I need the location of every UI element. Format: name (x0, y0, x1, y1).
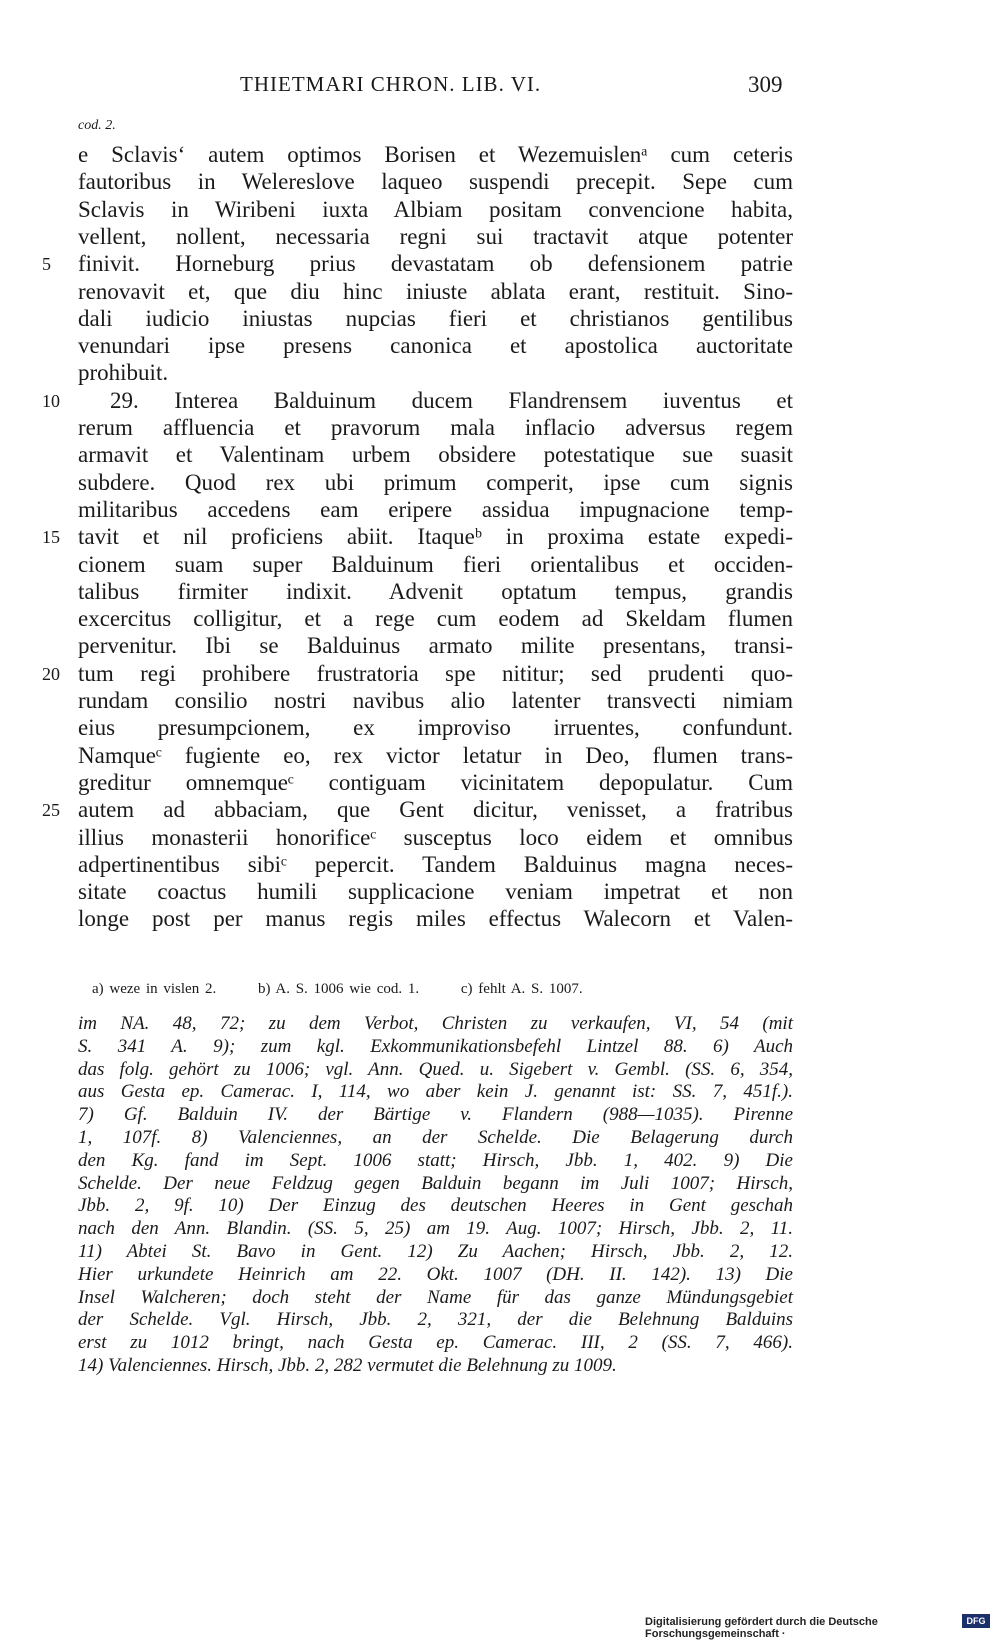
text-line (78, 332, 793, 360)
text-line (78, 305, 793, 333)
line-number: 5 (42, 254, 51, 275)
line-text: armavit et Valentinam urbem obsidere potestatique sue suasit (78, 442, 793, 468)
text-line (42, 250, 793, 278)
critical-apparatus (92, 981, 792, 998)
line-number: 25 (42, 800, 60, 821)
footnote-line: den Kg. fand im Sept. 1006 statt; Hirsch, Jbb. 1, 402. 9) Die (78, 1149, 793, 1171)
text-line (78, 469, 793, 497)
line-text: prohibuit. (78, 360, 169, 386)
line-number: 15 (42, 527, 60, 548)
line-text: pervenitur. Ibi se Balduinus armato milite presentans, transi- (78, 633, 793, 659)
page-number: 309 (748, 72, 783, 97)
line-text: Namqueᶜ fugiente eo, rex victor letatur in Deo, flumen trans- (78, 742, 793, 768)
line-text: tum regi prohibere frustratoria spe nititur; sed prudenti quo- (78, 660, 793, 686)
line-text: venundari ipse presens canonica et apostolica auctoritate (78, 333, 793, 359)
line-text: illius monasterii honorificeᶜ susceptus loco eidem et omnibus (78, 824, 793, 850)
footnote-line: 11) Abtei St. Bavo in Gent. 12) Zu Aachen; Hirsch, Jbb. 2, 12. (78, 1241, 793, 1262)
text-line (78, 168, 793, 196)
text-line (42, 523, 793, 551)
text-line (78, 359, 793, 387)
line-text: rundam consilio nostri navibus alio latenter transvecti nimiam (78, 688, 793, 713)
text-line (78, 578, 793, 606)
text-line (78, 742, 793, 770)
line-text: excercitus colligitur, et a rege cum eodem ad Skeldam flumen (78, 606, 793, 632)
footnote-line: aus Gesta ep. Camerac. I, 114, wo aber kein J. genannt ist: SS. 7, 451f.). (78, 1081, 793, 1103)
apparatus-note-a: a) weze in vislen 2. (92, 981, 217, 997)
footnote-line: der Schelde. Vgl. Hirsch, Jbb. 2, 321, der die Belehnung Balduins (78, 1309, 793, 1331)
text-line (78, 496, 793, 524)
footnote-line: erst zu 1012 bringt, nach Gesta ep. Camerac. III, 2 (SS. 7, 466). (78, 1332, 793, 1354)
line-text: cionem suam super Balduinum fieri orientalibus et occiden- (78, 551, 793, 577)
line-text: talibus firmiter indixit. Advenit optatum tempus, grandis (78, 578, 793, 604)
footnote-line: das folg. gehört zu 1006; vgl. Ann. Qued. u. Sigebert v. Gembl. (SS. 6, 354, (78, 1058, 793, 1080)
footnote-line: Schelde. Der neue Feldzug gegen Balduin begann im Juli 1007; Hirsch, (78, 1172, 793, 1194)
footnote-line: nach den Ann. Blandin. (SS. 5, 25) am 19. Aug. 1007; Hirsch, Jbb. 2, 11. (78, 1218, 793, 1240)
line-text: adpertinentibus sibiᶜ pepercit. Tandem Balduinus magna neces- (78, 851, 793, 877)
footnote-line: 7) Gf. Balduin IV. der Bärtige v. Flandern (988—1035). Pirenne (78, 1104, 793, 1126)
footnote-line: Insel Walcheren; doch steht der Name für das ganze Mündungsgebiet (78, 1286, 793, 1308)
line-text: greditur omnemqueᶜ contiguam vicinitatem depopulatur. Cum (78, 769, 793, 795)
footnote-line: Jbb. 2, 9f. 10) Der Einzug des deutschen Heeres in Gent geschah (78, 1195, 793, 1217)
text-line (42, 796, 793, 824)
footnote-line: im NA. 48, 72; zu dem Verbot, Christen zu verkaufen, VI, 54 (mit (78, 1013, 793, 1034)
line-text: militaribus accedens eam eripere assidua impugnacione temp- (78, 496, 793, 522)
text-line (42, 660, 793, 688)
line-text: renovavit et, que diu hinc iniuste ablata erant, restituit. Sino- (78, 278, 793, 304)
line-text: autem ad abbaciam, que Gent dicitur, venisset, a fratribus (78, 797, 793, 823)
line-text: 29. Interea Balduinum ducem Flandrensem iuventus et (110, 387, 793, 413)
footnote-line: S. 341 A. 9); zum kgl. Exkommunikationsbefehl Lintzel 88. 6) Auch (78, 1035, 793, 1057)
text-line (78, 632, 793, 660)
line-number: 10 (42, 390, 60, 411)
line-text: tavit et nil proficiens abiit. Itaqueᵇ in proxima estate expedi- (78, 524, 793, 550)
codex-reference: cod. 2. (78, 118, 116, 133)
line-text: fautoribus in Welereslove laqueo suspendi precepit. Sepe cum (78, 169, 793, 195)
text-line (78, 769, 793, 797)
text-line (78, 714, 793, 742)
apparatus-note-b: b) A. S. 1006 wie cod. 1. (257, 981, 420, 997)
dfg-logo: DFG (962, 1614, 990, 1628)
text-line (78, 551, 793, 579)
text-line (78, 687, 793, 715)
line-text: sitate coactus humili supplicacione veniam impetrat et non (78, 879, 793, 905)
footnote-line: 14) Valenciennes. Hirsch, Jbb. 2, 282 vermutet die Belehnung zu 1009. (78, 1355, 617, 1376)
text-line (78, 414, 793, 442)
apparatus-note-c: c) fehlt A. S. 1007. (460, 981, 583, 997)
text-line (78, 223, 793, 251)
line-text: finivit. Horneburg prius devastatam ob defensionem patrie (78, 251, 793, 277)
text-line (42, 387, 793, 415)
line-text: longe post per manus regis miles effectus Walecorn et Valen- (78, 906, 793, 932)
text-line (78, 441, 793, 469)
footnote-line: Hier urkundete Heinrich am 22. Okt. 1007 (DH. II. 142). 13) Die (78, 1263, 793, 1285)
running-title: THIETMARI CHRON. LIB. VI. (240, 72, 542, 96)
text-line (78, 278, 793, 306)
line-text: e Sclavisʻ autem optimos Borisen et Wezemuislenᵃ cum ceteris (78, 142, 793, 167)
line-text: rerum affluencia et pravorum mala inflacio adversus regem (78, 415, 793, 440)
text-line (78, 824, 793, 852)
line-text: subdere. Quod rex ubi primum comperit, ipse cum signis (78, 469, 793, 495)
text-line (78, 878, 793, 906)
text-line (78, 141, 793, 169)
text-line (78, 605, 793, 633)
line-number: 20 (42, 663, 60, 684)
footnote-line: 1, 107f. 8) Valenciennes, an der Schelde. Die Belagerung durch (78, 1127, 793, 1148)
text-line (78, 905, 793, 933)
line-text: Sclavis in Wiribeni iuxta Albiam positam convencione habita, (78, 196, 793, 222)
digitization-credit: Digitalisierung gefördert durch die Deutsche Forschungsgemeinschaft · (645, 1616, 878, 1640)
text-line (78, 851, 793, 879)
line-text: eius presumpcionem, ex improviso irruentes, confundunt. (78, 715, 793, 741)
text-line (78, 196, 793, 224)
line-text: dali iudicio iniustas nupcias fieri et christianos gentilibus (78, 305, 793, 331)
line-text: vellent, nollent, necessaria regni sui tractavit atque potenter (78, 223, 793, 249)
